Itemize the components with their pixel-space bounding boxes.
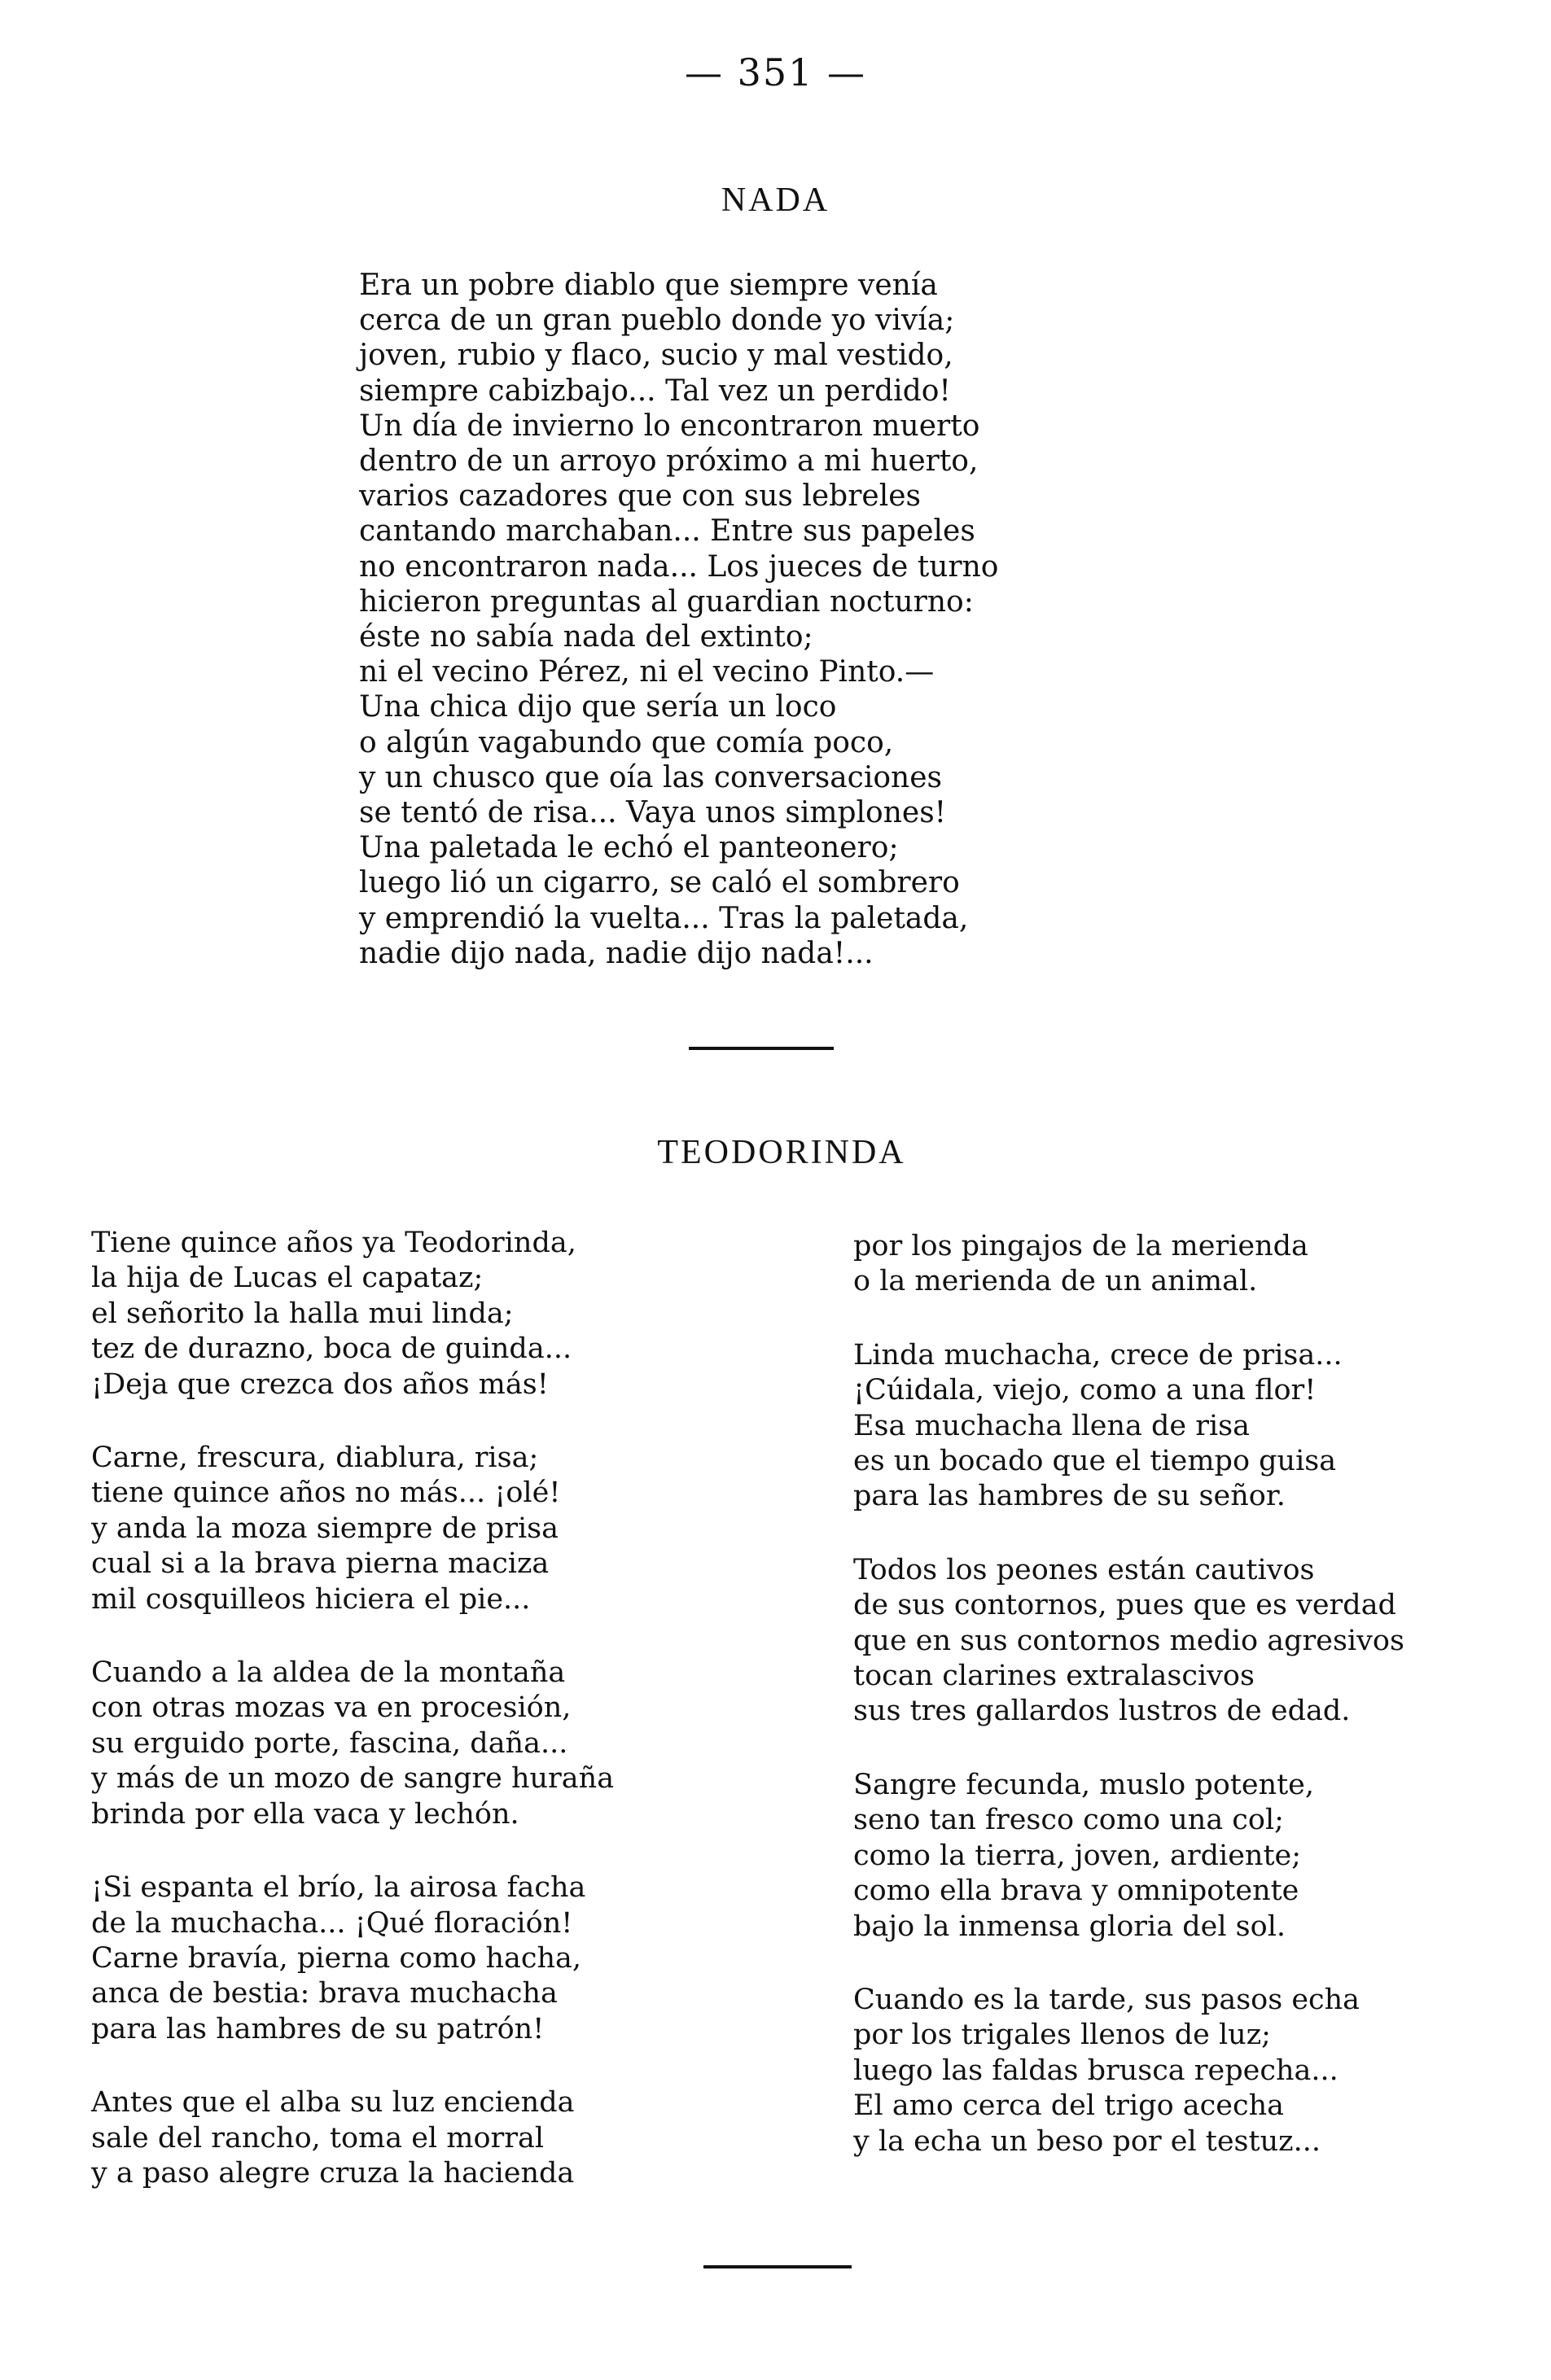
poem-nada-verse bbox=[359, 268, 998, 971]
verse-line: de la muchacha... ¡Qué floración! bbox=[91, 1906, 573, 1940]
verse-line: de sus contornos, pues que es verdad bbox=[853, 1589, 1396, 1622]
verse-line: ni el vecino Pérez, ni el vecino Pinto.— bbox=[359, 655, 935, 689]
verse-line: y anda la moza siempre de prisa bbox=[91, 1512, 559, 1545]
verse-line: mil cosquilleos hiciera el pie... bbox=[91, 1582, 531, 1616]
verse-line: o algún vagabundo que comía poco, bbox=[359, 725, 894, 759]
verse-line: Sangre fecunda, muslo potente, bbox=[853, 1768, 1315, 1801]
verse-line: Todos los peones están cautivos bbox=[853, 1553, 1315, 1586]
verse-line: y emprendió la vuelta... Tras la paletada, bbox=[359, 901, 969, 935]
verse-line: cerca de un gran pueblo donde yo vivía; bbox=[359, 304, 955, 338]
verse-line: por los pingajos de la merienda bbox=[853, 1230, 1308, 1262]
verse-line: cual si a la brava pierna maciza bbox=[91, 1547, 550, 1581]
verse-line: éste no sabía nada del extinto; bbox=[359, 620, 813, 654]
verse-line: Cuando es la tarde, sus pasos echa bbox=[853, 1983, 1360, 2016]
verse-line: sus tres gallardos lustros de edad. bbox=[853, 1695, 1351, 1728]
verse-line: Cuando a la aldea de la montaña bbox=[91, 1656, 566, 1690]
verse-line: Una chica dijo que sería un loco bbox=[359, 690, 837, 724]
verse-line: y un chusco que oía las conversaciones bbox=[359, 760, 942, 794]
verse-line: que en sus contornos medio agresivos bbox=[853, 1624, 1404, 1657]
verse-line: anca de bestia: brava muchacha bbox=[91, 1977, 558, 2010]
verse-line: ¡Deja que crezca dos años más! bbox=[91, 1367, 549, 1401]
verse-line: la hija de Lucas el capataz; bbox=[91, 1262, 484, 1295]
verse-line: su erguido porte, fascina, daña... bbox=[91, 1726, 568, 1760]
verse-line: cantando marchaban... Entre sus papeles bbox=[359, 514, 975, 549]
verse-line: Linda muchacha, crece de prisa... bbox=[853, 1338, 1343, 1372]
stanza bbox=[91, 1870, 614, 2047]
verse-line: como la tierra, joven, ardiente; bbox=[853, 1839, 1302, 1872]
verse-line: y más de un mozo de sangre huraña bbox=[91, 1762, 615, 1796]
verse-line: para las hambres de su señor. bbox=[853, 1480, 1286, 1513]
verse-line: seno tan fresco como una col; bbox=[853, 1804, 1284, 1837]
verse-line: El amo cerca del trigo acecha bbox=[853, 2089, 1284, 2123]
verse-line: tiene quince años no más... ¡olé! bbox=[91, 1477, 561, 1510]
verse-line: brinda por ella vaca y lechón. bbox=[91, 1797, 519, 1831]
verse-line: con otras mozas va en procesión, bbox=[91, 1691, 572, 1725]
verse-line: para las hambres de su patrón! bbox=[91, 2012, 545, 2045]
stanza bbox=[853, 1229, 1404, 1300]
verse-line: Carne bravía, pierna como hacha, bbox=[91, 1941, 582, 1975]
stanza bbox=[91, 1226, 614, 1402]
stanza bbox=[91, 1441, 614, 1617]
verse-line: Tiene quince años ya Teodorinda, bbox=[91, 1227, 576, 1259]
verse-line: no encontraron nada... Los jueces de turno bbox=[359, 549, 999, 584]
verse-line: ¡Si espanta el brío, la airosa facha bbox=[91, 1871, 586, 1905]
verse-line: se tentó de risa... Vaya unos simplones! bbox=[359, 796, 947, 830]
verse-line: dentro de un arroyo próximo a mi huerto, bbox=[359, 444, 979, 479]
stanza bbox=[853, 1983, 1404, 2159]
verse-line: o la merienda de un animal. bbox=[853, 1265, 1258, 1298]
poem-teodorinda-right-column bbox=[853, 1229, 1404, 2159]
section-divider bbox=[689, 1047, 834, 1050]
poem-title-teodorinda: TEODORINDA bbox=[657, 1134, 906, 1171]
verse-line: hicieron preguntas al guardian nocturno: bbox=[359, 584, 974, 619]
verse-line: nadie dijo nada, nadie dijo nada!... bbox=[359, 936, 874, 970]
poem-title-nada: NADA bbox=[721, 182, 830, 219]
verse-line: Una paletada le echó el panteonero; bbox=[359, 831, 899, 865]
page-number: — 351 — bbox=[684, 50, 867, 94]
verse-line: luego las faldas brusca repecha... bbox=[853, 2054, 1339, 2087]
stanza bbox=[91, 2085, 614, 2191]
poem-teodorinda-left-column bbox=[91, 1226, 614, 2191]
stanza bbox=[853, 1338, 1404, 1515]
verse-line: por los trigales llenos de luz; bbox=[853, 2019, 1271, 2052]
verse-line: el señorito la halla mui linda; bbox=[91, 1297, 514, 1330]
verse-line: y a paso alegre cruza la hacienda bbox=[91, 2156, 575, 2190]
verse-line: siempre cabizbajo... Tal vez un perdido! bbox=[359, 374, 951, 408]
verse-line: Antes que el alba su luz encienda bbox=[91, 2086, 575, 2120]
verse-line: tocan clarines extralascivos bbox=[853, 1660, 1255, 1693]
verse-line: bajo la inmensa gloria del sol. bbox=[853, 1910, 1286, 1943]
verse-line: varios cazadores que con sus lebreles bbox=[359, 479, 922, 514]
verse-line: y la echa un beso por el testuz... bbox=[853, 2124, 1321, 2158]
verse-line: luego lió un cigarro, se caló el sombrero bbox=[359, 866, 960, 900]
verse-line: Un día de invierno lo encontraron muerto bbox=[359, 409, 980, 443]
verse-line: joven, rubio y flaco, sucio y mal vestido, bbox=[359, 339, 953, 373]
stanza bbox=[91, 1656, 614, 1832]
verse-line: como ella brava y omnipotente bbox=[853, 1875, 1299, 1908]
verse-line: Esa muchacha llena de risa bbox=[853, 1409, 1251, 1442]
verse-line: ¡Cúidala, viejo, como a una flor! bbox=[853, 1374, 1317, 1407]
verse-line: tez de durazno, boca de guinda... bbox=[91, 1332, 572, 1366]
verse-line: Carne, frescura, diablura, risa; bbox=[91, 1442, 539, 1475]
verse-line: Era un pobre diablo que siempre venía bbox=[359, 269, 938, 302]
verse-line: es un bocado que el tiempo guisa bbox=[853, 1445, 1337, 1478]
end-divider bbox=[703, 2265, 852, 2268]
verse-line: sale del rancho, toma el morral bbox=[91, 2121, 545, 2155]
stanza bbox=[853, 1768, 1404, 1945]
stanza bbox=[853, 1553, 1404, 1730]
